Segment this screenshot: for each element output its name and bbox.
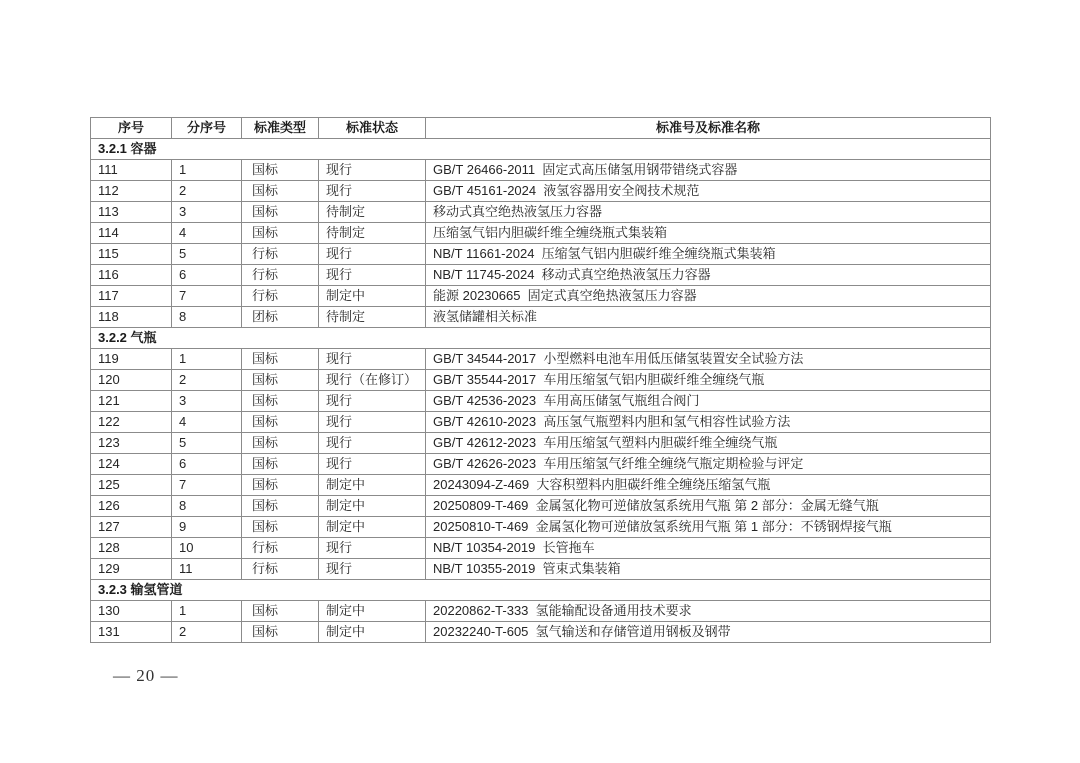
cell-sub-serial-no: 1 xyxy=(172,349,242,370)
table-row xyxy=(91,370,991,391)
table-row xyxy=(91,538,991,559)
cell-serial-no: 127 xyxy=(91,517,172,538)
cell-standard-status: 制定中 xyxy=(319,517,426,538)
cell-standard-number-and-name: 20250810-T-469 金属氢化物可逆储放氢系统用气瓶 第 1 部分：不锈钢焊接气瓶 xyxy=(426,517,991,538)
table-row xyxy=(91,244,991,265)
cell-sub-serial-no: 8 xyxy=(172,496,242,517)
col-header-sub-serial-no: 分序号 xyxy=(172,118,242,139)
cell-standard-number-and-name: NB/T 10354-2019 长管拖车 xyxy=(426,538,991,559)
cell-serial-no: 126 xyxy=(91,496,172,517)
page-number: — 20 — xyxy=(113,666,179,685)
cell-standard-type: 行标 xyxy=(242,265,319,286)
cell-standard-status: 制定中 xyxy=(319,286,426,307)
cell-sub-serial-no: 2 xyxy=(172,181,242,202)
cell-serial-no: 116 xyxy=(91,265,172,286)
cell-standard-number-and-name: GB/T 42612-2023 车用压缩氢气塑料内胆碳纤维全缠绕气瓶 xyxy=(426,433,991,454)
cell-standard-status: 现行 xyxy=(319,454,426,475)
table-body xyxy=(91,139,991,643)
cell-standard-number-and-name: 移动式真空绝热液氢压力容器 xyxy=(426,202,991,223)
cell-sub-serial-no: 9 xyxy=(172,517,242,538)
section-row xyxy=(91,328,991,349)
cell-serial-no: 115 xyxy=(91,244,172,265)
cell-standard-status: 现行 xyxy=(319,433,426,454)
cell-standard-type: 团标 xyxy=(242,307,319,328)
table-row xyxy=(91,601,991,622)
cell-sub-serial-no: 7 xyxy=(172,286,242,307)
cell-serial-no: 120 xyxy=(91,370,172,391)
cell-serial-no: 118 xyxy=(91,307,172,328)
cell-serial-no: 123 xyxy=(91,433,172,454)
cell-standard-number-and-name: 20232240-T-605 氢气输送和存储管道用钢板及钢带 xyxy=(426,622,991,643)
table-row xyxy=(91,160,991,181)
cell-standard-status: 待制定 xyxy=(319,307,426,328)
table-row xyxy=(91,559,991,580)
cell-standard-status: 待制定 xyxy=(319,202,426,223)
cell-standard-status: 现行 xyxy=(319,391,426,412)
cell-standard-type: 行标 xyxy=(242,286,319,307)
cell-standard-type: 行标 xyxy=(242,559,319,580)
cell-standard-type: 国标 xyxy=(242,433,319,454)
cell-standard-type: 国标 xyxy=(242,370,319,391)
standards-table xyxy=(90,117,991,643)
cell-standard-status: 制定中 xyxy=(319,475,426,496)
cell-standard-type: 国标 xyxy=(242,475,319,496)
cell-standard-type: 国标 xyxy=(242,622,319,643)
cell-sub-serial-no: 6 xyxy=(172,454,242,475)
table-row xyxy=(91,496,991,517)
table-row xyxy=(91,391,991,412)
header-row xyxy=(91,118,991,139)
section-label: 3.2.2 气瓶 xyxy=(91,328,991,349)
cell-standard-type: 国标 xyxy=(242,181,319,202)
cell-standard-type: 国标 xyxy=(242,202,319,223)
cell-standard-status: 制定中 xyxy=(319,622,426,643)
table-row xyxy=(91,223,991,244)
cell-standard-number-and-name: GB/T 34544-2017 小型燃料电池车用低压储氢装置安全试验方法 xyxy=(426,349,991,370)
cell-serial-no: 114 xyxy=(91,223,172,244)
cell-standard-status: 现行 xyxy=(319,538,426,559)
cell-sub-serial-no: 4 xyxy=(172,412,242,433)
cell-sub-serial-no: 7 xyxy=(172,475,242,496)
table-row xyxy=(91,349,991,370)
section-label: 3.2.1 容器 xyxy=(91,139,991,160)
cell-standard-number-and-name: GB/T 35544-2017 车用压缩氢气铝内胆碳纤维全缠绕气瓶 xyxy=(426,370,991,391)
cell-serial-no: 117 xyxy=(91,286,172,307)
cell-standard-type: 国标 xyxy=(242,517,319,538)
col-header-standard-number-and-name: 标准号及标准名称 xyxy=(426,118,991,139)
cell-sub-serial-no: 1 xyxy=(172,160,242,181)
cell-serial-no: 113 xyxy=(91,202,172,223)
table-row xyxy=(91,181,991,202)
cell-standard-status: 现行 xyxy=(319,181,426,202)
col-header-standard-status: 标准状态 xyxy=(319,118,426,139)
table-row xyxy=(91,433,991,454)
cell-serial-no: 119 xyxy=(91,349,172,370)
cell-standard-number-and-name: 压缩氢气铝内胆碳纤维全缠绕瓶式集装箱 xyxy=(426,223,991,244)
cell-standard-number-and-name: GB/T 42536-2023 车用高压储氢气瓶组合阀门 xyxy=(426,391,991,412)
cell-serial-no: 111 xyxy=(91,160,172,181)
table-row xyxy=(91,265,991,286)
cell-standard-number-and-name: GB/T 42610-2023 高压氢气瓶塑料内胆和氢气相容性试验方法 xyxy=(426,412,991,433)
cell-standard-status: 现行 xyxy=(319,244,426,265)
cell-sub-serial-no: 2 xyxy=(172,370,242,391)
cell-standard-type: 国标 xyxy=(242,496,319,517)
cell-standard-number-and-name: GB/T 42626-2023 车用压缩氢气纤维全缠绕气瓶定期检验与评定 xyxy=(426,454,991,475)
cell-standard-status: 现行 xyxy=(319,160,426,181)
cell-standard-number-and-name: GB/T 26466-2011 固定式高压储氢用钢带错绕式容器 xyxy=(426,160,991,181)
cell-standard-status: 待制定 xyxy=(319,223,426,244)
cell-sub-serial-no: 3 xyxy=(172,391,242,412)
cell-standard-type: 国标 xyxy=(242,349,319,370)
cell-standard-type: 国标 xyxy=(242,601,319,622)
cell-standard-number-and-name: GB/T 45161-2024 液氢容器用安全阀技术规范 xyxy=(426,181,991,202)
section-row xyxy=(91,580,991,601)
cell-standard-number-and-name: 液氢储罐相关标准 xyxy=(426,307,991,328)
cell-standard-type: 行标 xyxy=(242,538,319,559)
cell-standard-number-and-name: NB/T 11745-2024 移动式真空绝热液氢压力容器 xyxy=(426,265,991,286)
col-header-standard-type: 标准类型 xyxy=(242,118,319,139)
cell-standard-number-and-name: NB/T 10355-2019 管束式集装箱 xyxy=(426,559,991,580)
table-row xyxy=(91,622,991,643)
cell-serial-no: 121 xyxy=(91,391,172,412)
cell-standard-status: 现行 xyxy=(319,349,426,370)
cell-serial-no: 129 xyxy=(91,559,172,580)
table-row xyxy=(91,307,991,328)
cell-sub-serial-no: 6 xyxy=(172,265,242,286)
col-header-serial-no: 序号 xyxy=(91,118,172,139)
cell-sub-serial-no: 3 xyxy=(172,202,242,223)
cell-standard-status: 现行 xyxy=(319,559,426,580)
section-label: 3.2.3 输氢管道 xyxy=(91,580,991,601)
cell-standard-type: 国标 xyxy=(242,412,319,433)
cell-sub-serial-no: 10 xyxy=(172,538,242,559)
cell-standard-type: 行标 xyxy=(242,244,319,265)
cell-serial-no: 131 xyxy=(91,622,172,643)
cell-sub-serial-no: 1 xyxy=(172,601,242,622)
cell-standard-type: 国标 xyxy=(242,391,319,412)
cell-sub-serial-no: 5 xyxy=(172,433,242,454)
cell-sub-serial-no: 11 xyxy=(172,559,242,580)
table-row xyxy=(91,286,991,307)
cell-standard-status: 现行 xyxy=(319,265,426,286)
cell-serial-no: 124 xyxy=(91,454,172,475)
cell-serial-no: 128 xyxy=(91,538,172,559)
table-row xyxy=(91,454,991,475)
cell-standard-number-and-name: NB/T 11661-2024 压缩氢气铝内胆碳纤维全缠绕瓶式集装箱 xyxy=(426,244,991,265)
cell-standard-number-and-name: 能源 20230665 固定式真空绝热液氢压力容器 xyxy=(426,286,991,307)
cell-standard-type: 国标 xyxy=(242,160,319,181)
table-header xyxy=(91,118,991,139)
cell-standard-type: 国标 xyxy=(242,223,319,244)
cell-serial-no: 122 xyxy=(91,412,172,433)
table-row xyxy=(91,517,991,538)
cell-standard-type: 国标 xyxy=(242,454,319,475)
cell-serial-no: 130 xyxy=(91,601,172,622)
cell-sub-serial-no: 4 xyxy=(172,223,242,244)
cell-standard-status: 现行 xyxy=(319,412,426,433)
cell-serial-no: 125 xyxy=(91,475,172,496)
cell-standard-status: 制定中 xyxy=(319,601,426,622)
cell-sub-serial-no: 2 xyxy=(172,622,242,643)
cell-standard-number-and-name: 20250809-T-469 金属氢化物可逆储放氢系统用气瓶 第 2 部分：金属无缝气瓶 xyxy=(426,496,991,517)
cell-standard-status: 制定中 xyxy=(319,496,426,517)
cell-standard-number-and-name: 20220862-T-333 氢能输配设备通用技术要求 xyxy=(426,601,991,622)
table-row xyxy=(91,475,991,496)
cell-standard-status: 现行（在修订） xyxy=(319,370,426,391)
cell-serial-no: 112 xyxy=(91,181,172,202)
cell-sub-serial-no: 8 xyxy=(172,307,242,328)
table-row xyxy=(91,412,991,433)
section-row xyxy=(91,139,991,160)
cell-standard-number-and-name: 20243094-Z-469 大容积塑料内胆碳纤维全缠绕压缩氢气瓶 xyxy=(426,475,991,496)
table-row xyxy=(91,202,991,223)
cell-sub-serial-no: 5 xyxy=(172,244,242,265)
